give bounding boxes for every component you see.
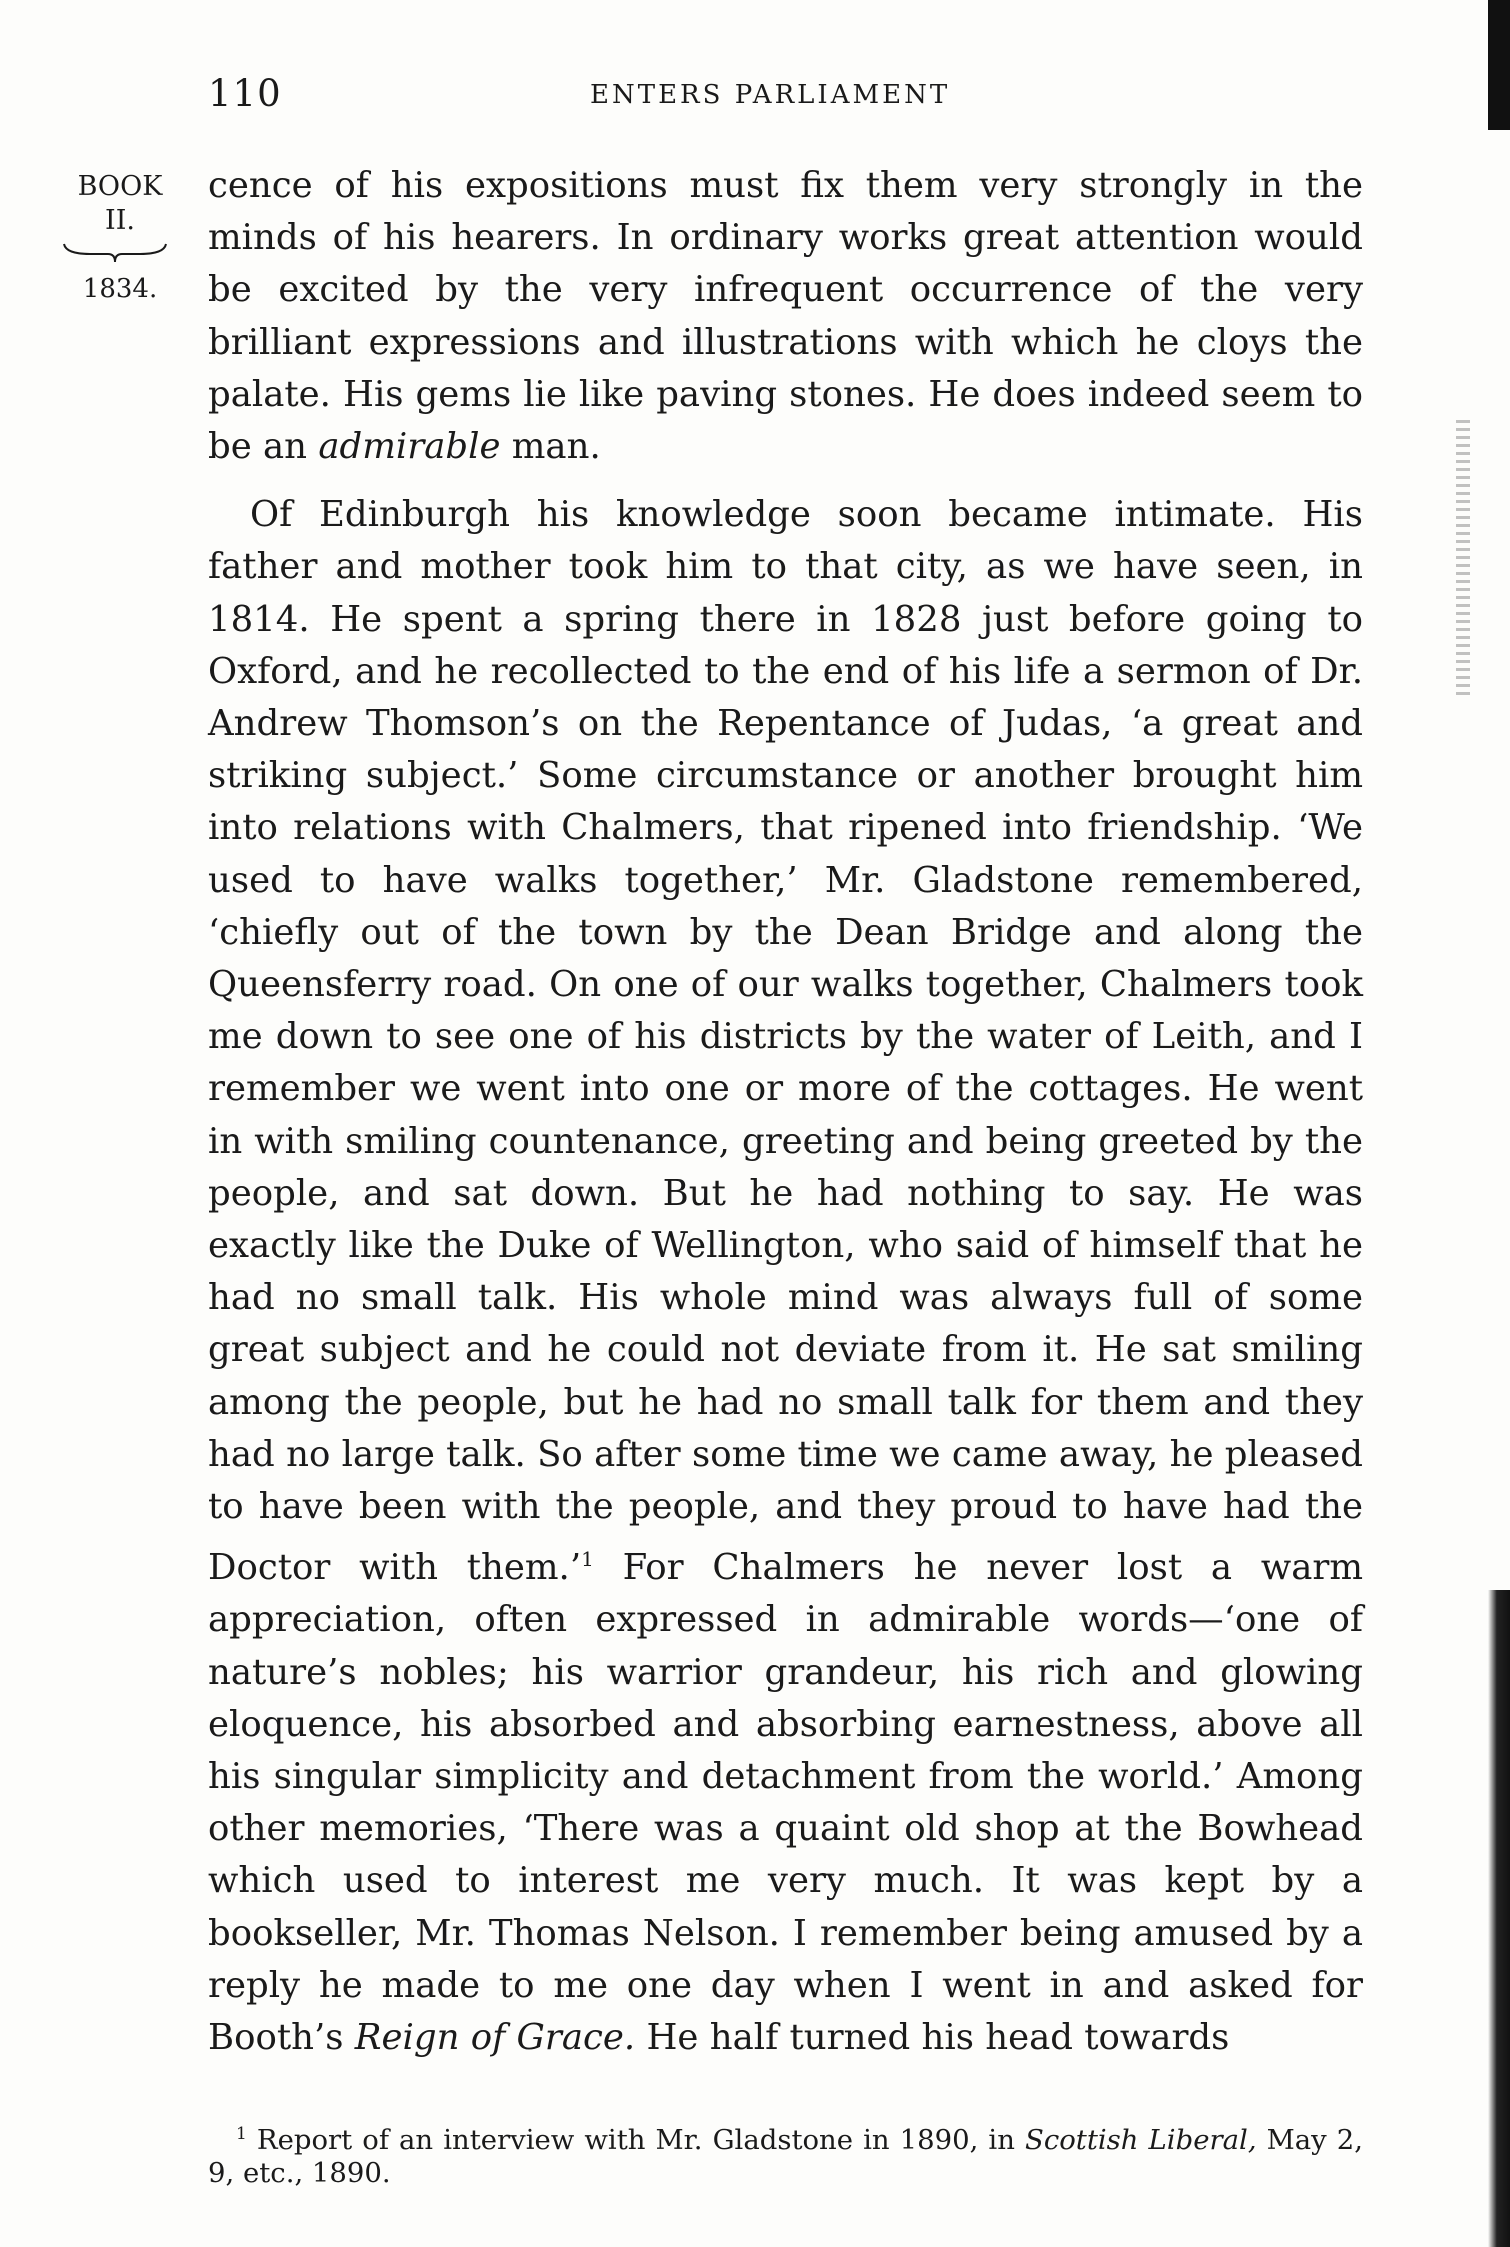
running-title: ENTERS PARLIAMENT <box>590 80 951 110</box>
footnote <box>208 2118 1363 2190</box>
paragraph-1 <box>208 160 1363 473</box>
text-run: man. <box>500 426 601 468</box>
text-run: Of Edinburgh his knowledge soon became intimate. His father and mother took him to that city, as we have seen, in 1814. He spent a spring there in 1828 just before going to Oxford, and he recollected to the end of his life a sermon of Dr. Andrew Thomson’s on the Repentance of Judas, ‘a great and striking subject.’ Some circumstance or another brought him into relations with Chalmers, that ripened into friendship. ‘We used to have walks together,’ Mr. Gladstone remembered, ‘chiefly out of the town by the Dean Bridge and along the Queensferry road. On one of our walks together, Chalmers took me down to see one of his districts by the water of Leith, and I remember we went into one or more of the cottages. He went in with smiling countenance, greeting and being greeted by the people, and sat down. But he had nothing to say. He was exactly like the Duke of Wellington, who said of himself that he had no small talk. His whole mind was always full of some great subject and he could not deviate from it. He sat smiling among the people, but he had no small talk for them and they had no large talk. So after some time we came away, he pleased to have been with the people, and they proud to have had the Doctor with them.’ <box>208 494 1363 1589</box>
margin-note <box>60 170 180 306</box>
italic-text: Reign of Grace. <box>354 2016 636 2058</box>
footnote-reference: 1 <box>581 1547 594 1572</box>
scan-edge-top <box>1488 0 1510 130</box>
page-number: 110 <box>208 72 282 115</box>
text-run: Report of an interview with Mr. Gladstone in 1890, in <box>246 2124 1025 2157</box>
text-run: May 2, 9, etc., 1890. <box>208 2124 1363 2190</box>
text-run: For Chalmers he never lost a warm appreciation, often expressed in admirable words—‘one of nature’s nobles; his warrior grandeur, his rich and glowing eloquence, his absorbed and absorbing earnestness, above all his singular simplicity and detachment from the world.’ Among other memories, ‘There was a quaint old shop at the Bowhead which used to interest me very much. It was kept by a bookseller, Mr. Thomas Nelson. I remember being amused by a reply he made to me one day when I went in and asked for Booth’s <box>208 1547 1363 2058</box>
margin-book-number: II. <box>105 205 135 236</box>
italic-text: admirable <box>318 426 501 468</box>
margin-year: 1834. <box>82 274 158 304</box>
text-run: He half turned his head towards <box>635 2016 1230 2058</box>
footnote-marker: 1 <box>236 2124 247 2144</box>
body-text <box>208 160 1363 2064</box>
brace-icon <box>60 240 170 266</box>
margin-book-label: BOOK <box>77 171 163 202</box>
scan-speck <box>1456 420 1470 700</box>
footnote-text <box>208 2124 1363 2189</box>
paragraph-2 <box>208 489 1363 2064</box>
scan-edge-bottom <box>1488 1590 1510 2247</box>
text-run: cence of his expositions must fix them very strongly in the minds of his hearers. In ordinary works great attention would be excited by the very infrequent occurrence of the very brilliant expressions and illustrations with which he cloys the palate. His gems lie like paving stones. He does indeed seem to be an <box>208 165 1363 468</box>
italic-text: Scottish Liberal, <box>1024 2124 1257 2157</box>
